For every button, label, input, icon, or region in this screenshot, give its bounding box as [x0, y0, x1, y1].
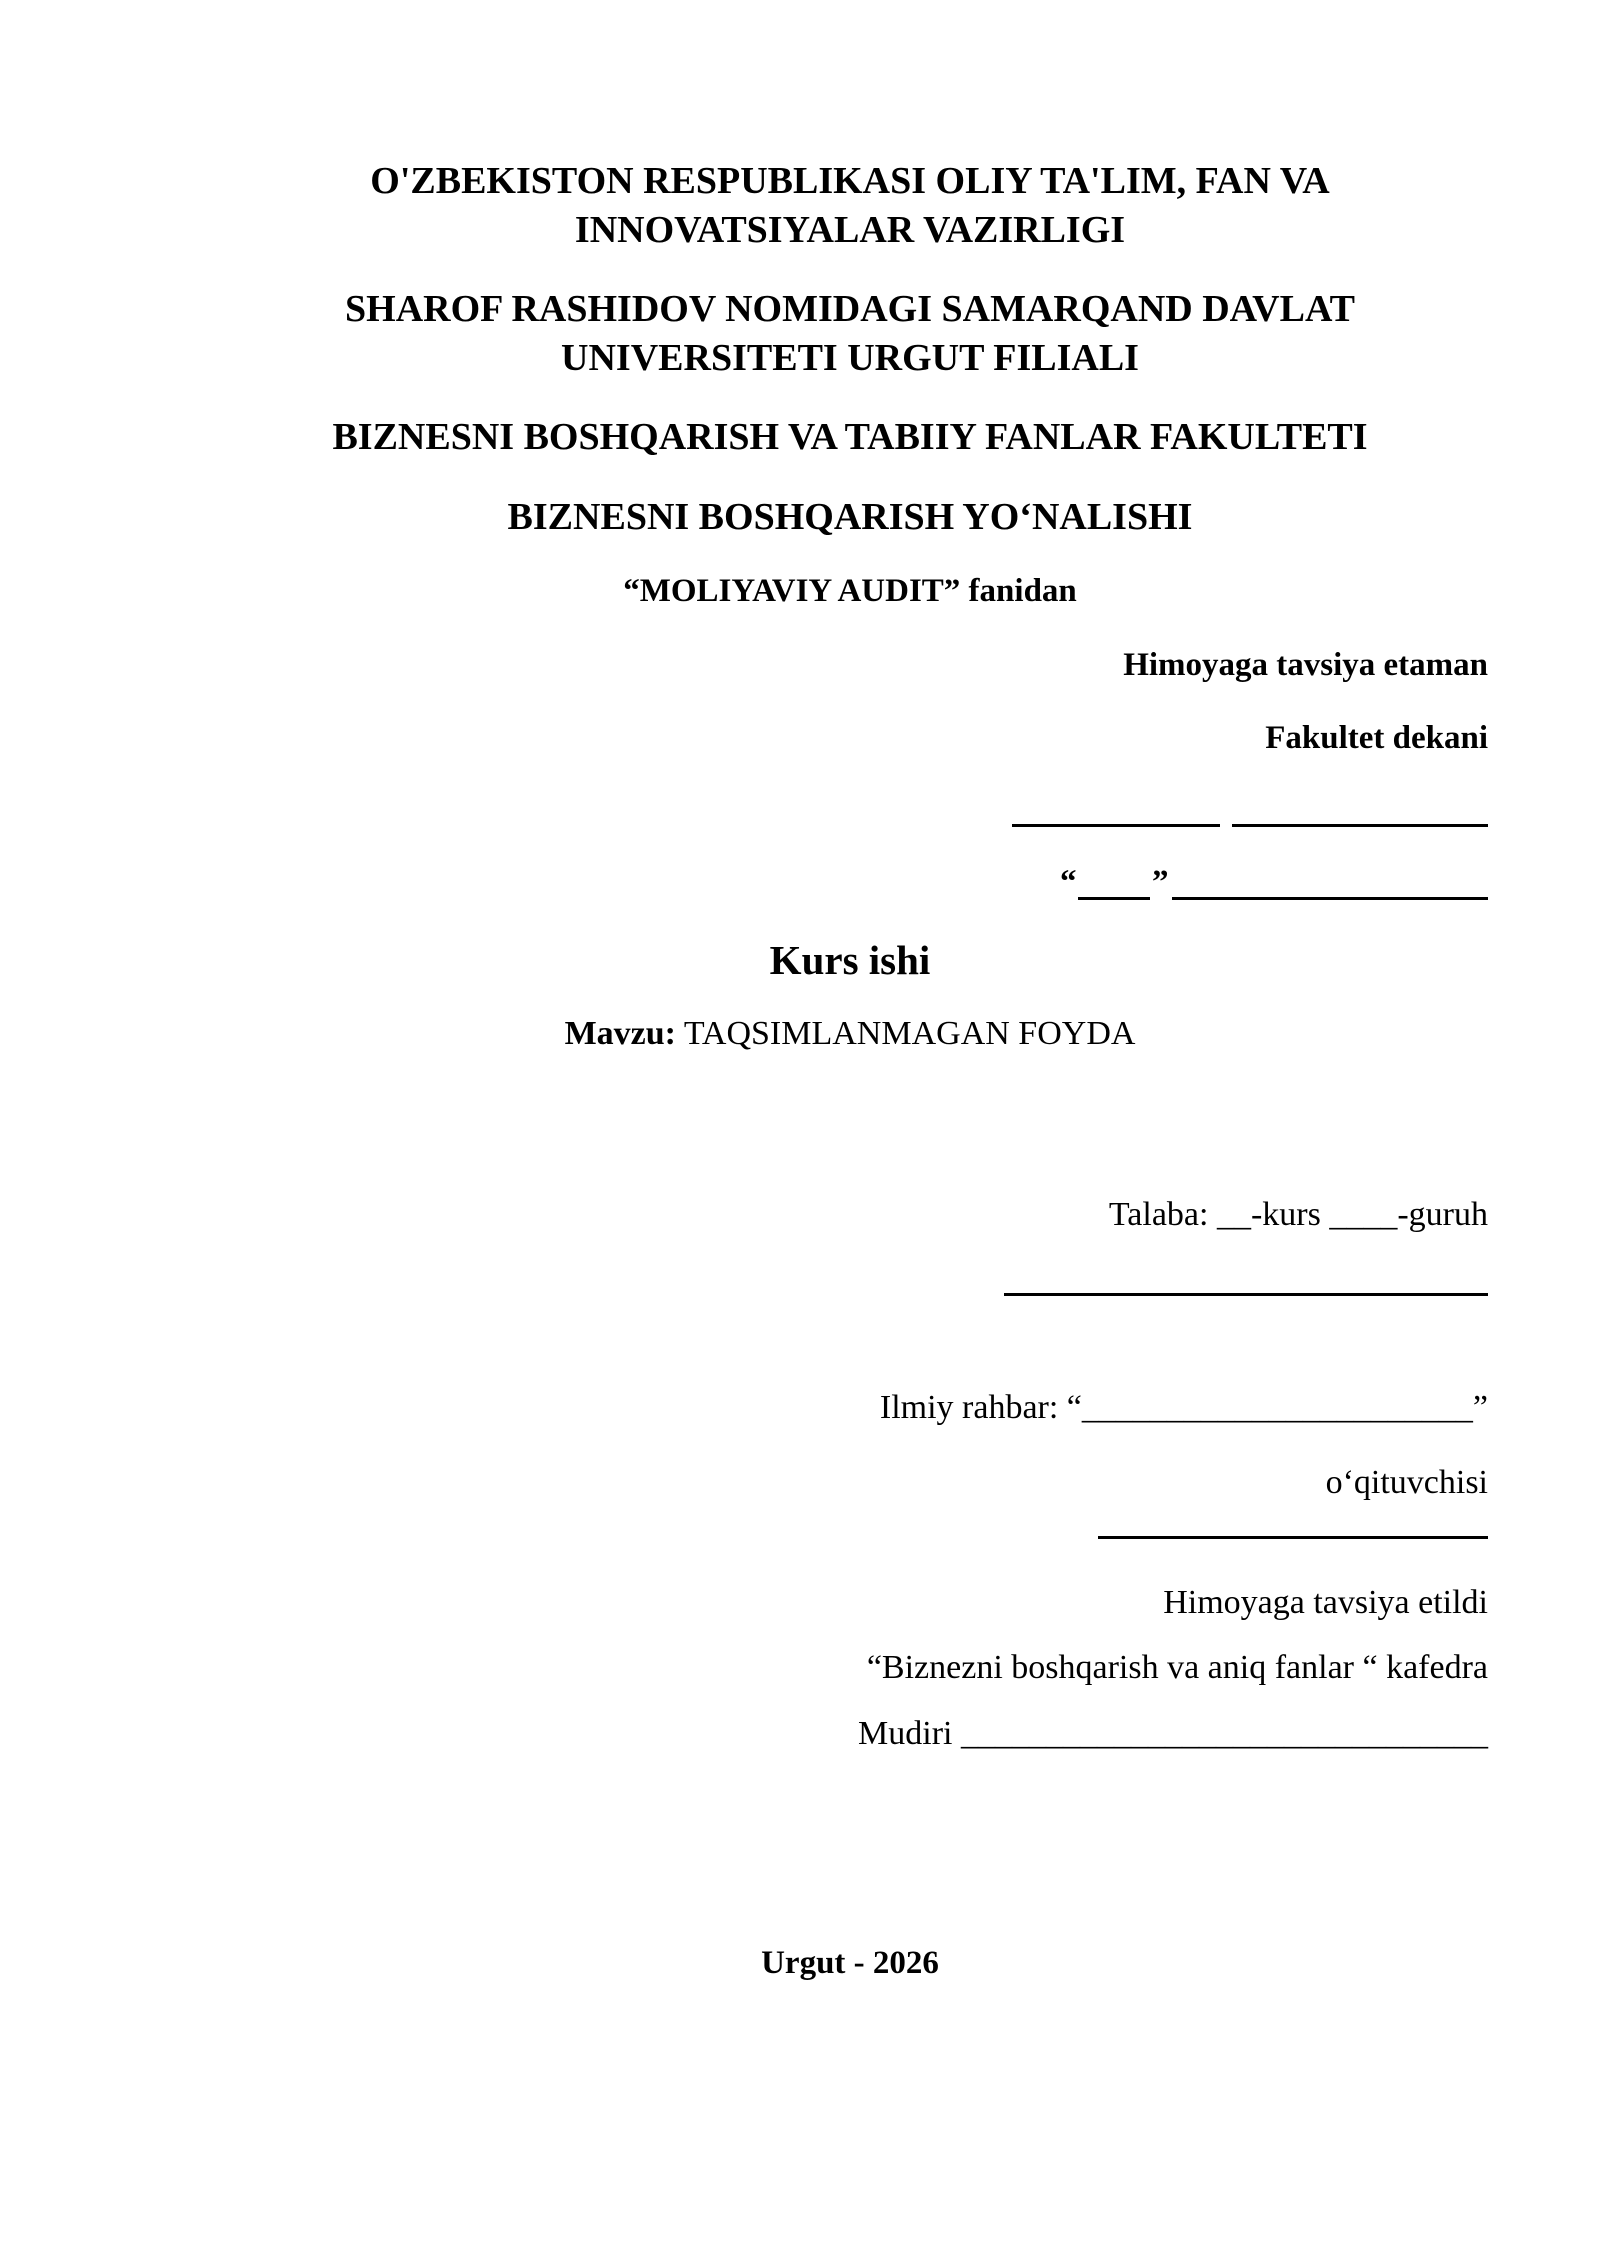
- topic-label: Mavzu:: [564, 1015, 676, 1052]
- student-label: Talaba: __-kurs ____-guruh: [1108, 1196, 1488, 1233]
- supervisor-position: o‘qituvchisi: [1325, 1464, 1488, 1501]
- ministry-line-1: O'ZBEKISTON RESPUBLIKASI OLIY TA'LIM, FAN VA: [370, 160, 1330, 202]
- department-name: “Biznezni boshqarish va aniq fanlar “ kafedra: [866, 1649, 1488, 1686]
- university-line-2: UNIVERSITETI URGUT FILIALI: [561, 337, 1139, 379]
- direction-name: BIZNESNI BOSHQARISH YO‘NALISHI: [507, 496, 1193, 538]
- ministry-line-2: INNOVATSIYALAR VAZIRLIGI: [574, 209, 1126, 251]
- date-month-line: [1172, 897, 1488, 900]
- date-day-line: [1078, 897, 1150, 900]
- date-open-quote: “: [1060, 864, 1077, 900]
- work-type-title: Kurs ishi: [769, 937, 931, 983]
- dean-name-line: [1232, 824, 1488, 827]
- student-name-line: [1004, 1293, 1488, 1296]
- approval-dean: Fakultet dekani: [1265, 720, 1488, 756]
- department-head: Mudiri _______________________________: [858, 1715, 1488, 1752]
- approval-recommend: Himoyaga tavsiya etaman: [1123, 647, 1488, 683]
- supervisor-label: Ilmiy rahbar: “_______________________”: [879, 1389, 1488, 1426]
- subject-name: “MOLIYAVIY AUDIT” fanidan: [623, 573, 1077, 609]
- faculty-name: BIZNESNI BOSHQARISH VA TABIIY FANLAR FAKULTETI: [332, 416, 1368, 458]
- topic-value: TAQSIMLANMAGAN FOYDA: [675, 1015, 1136, 1052]
- dean-signature-line: [1012, 824, 1220, 827]
- university-line-1: SHAROF RASHIDOV NOMIDAGI SAMARQAND DAVLAT: [345, 288, 1355, 330]
- supervisor-name-line: [1098, 1536, 1488, 1539]
- topic-line: [200, 1017, 1500, 1051]
- department-recommended: Himoyaga tavsiya etildi: [1163, 1584, 1488, 1621]
- date-close-quote: ”: [1152, 864, 1169, 900]
- place-year: Urgut - 2026: [761, 1945, 939, 1981]
